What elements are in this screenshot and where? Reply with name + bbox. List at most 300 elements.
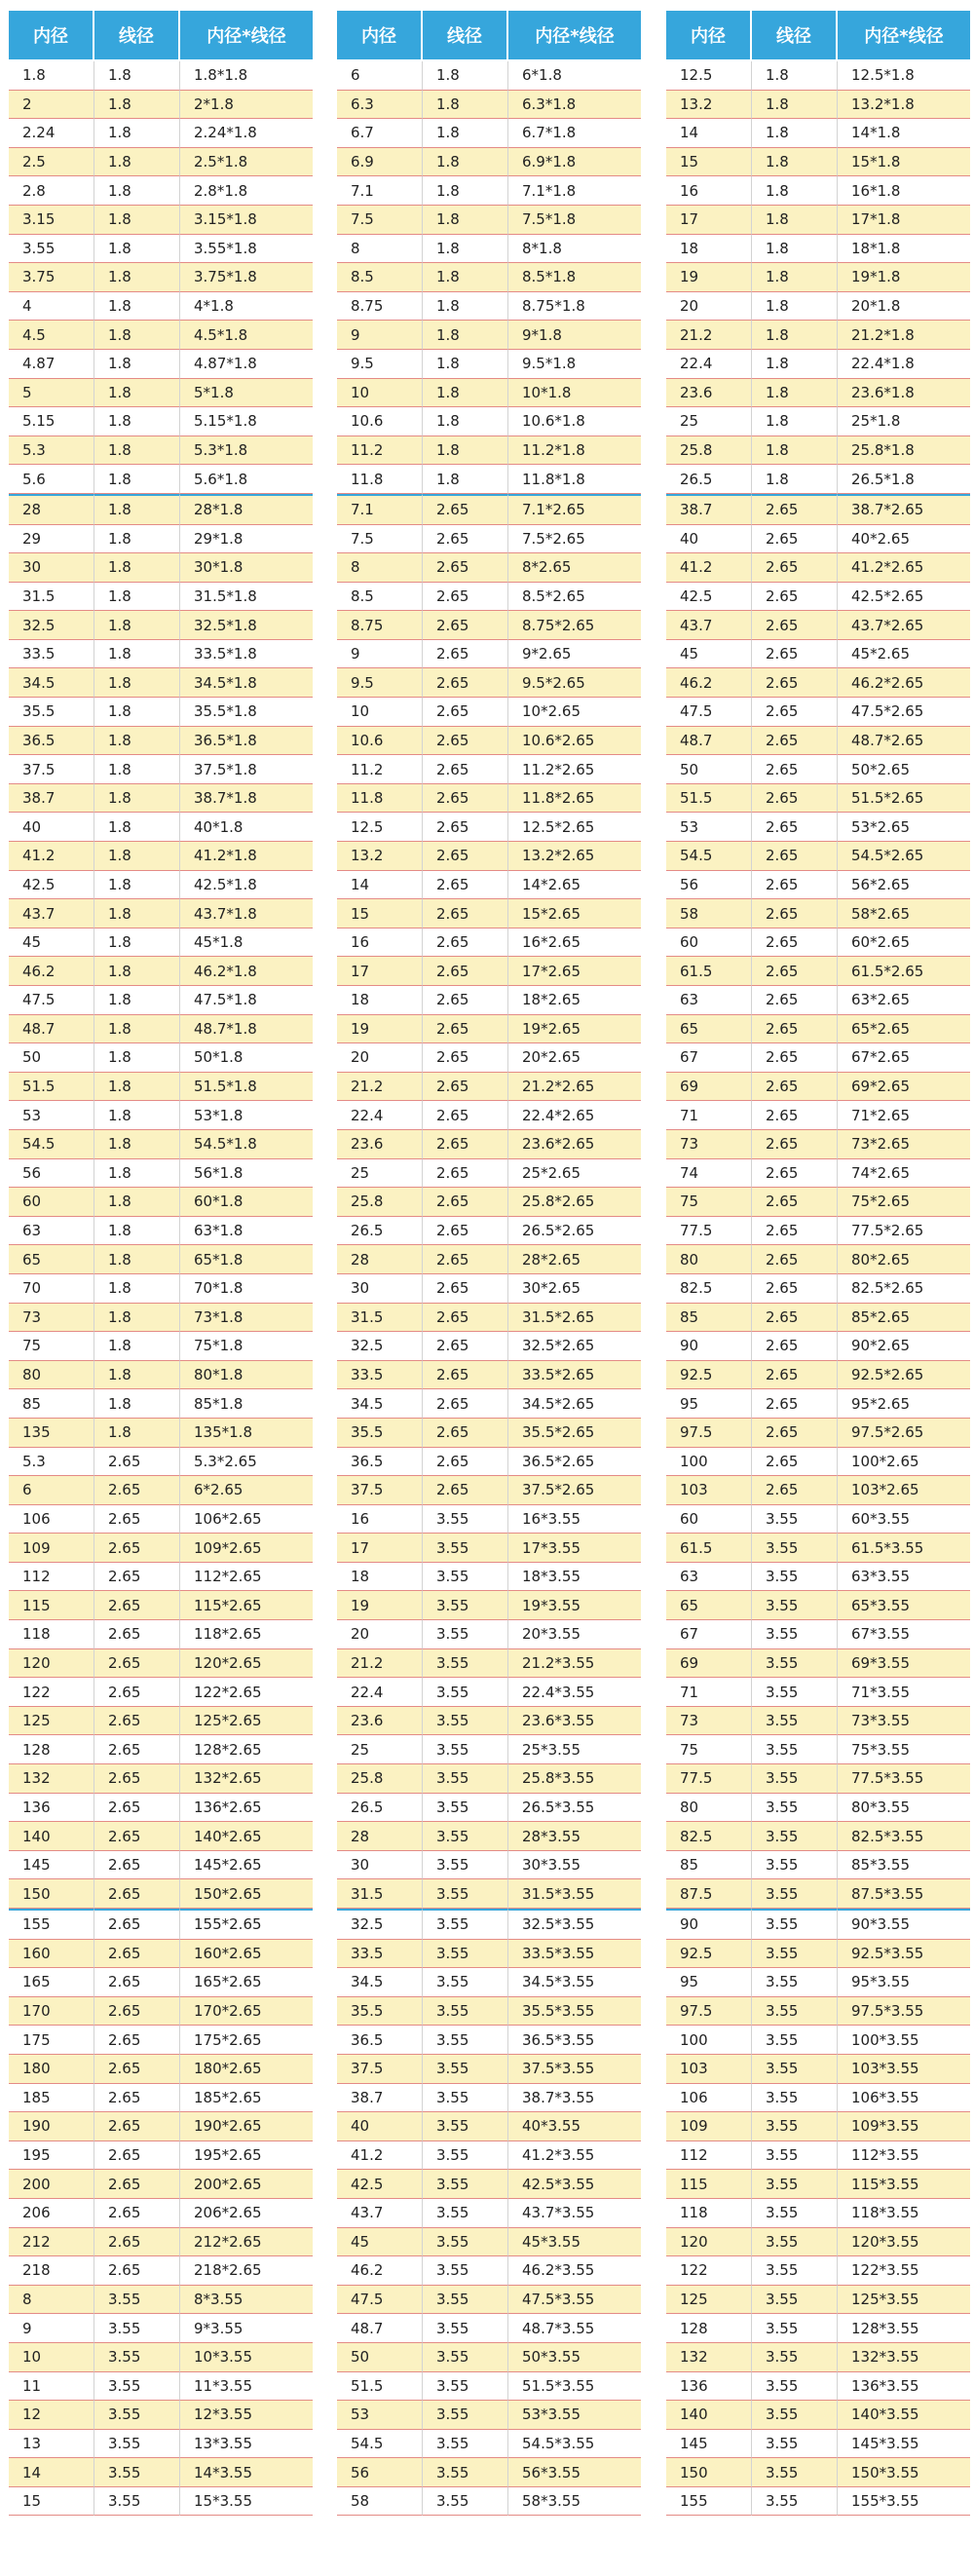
- table-row: [666, 321, 970, 350]
- inner-diameter-cell: 30: [9, 553, 94, 583]
- inner-diameter-cell: 82.5: [666, 1274, 752, 1304]
- inner-diameter-cell: 42.5: [9, 871, 94, 900]
- size-spec-cell: 135*1.8: [180, 1419, 313, 1448]
- cross-section-cell: 3.55: [752, 1764, 838, 1794]
- size-spec-cell: 25.8*2.65: [508, 1188, 641, 1217]
- inner-diameter-cell: 37.5: [337, 1476, 423, 1505]
- size-spec-cell: 2.24*1.8: [180, 119, 313, 148]
- inner-diameter-cell: 145: [9, 1851, 94, 1880]
- cross-section-cell: 3.55: [752, 1968, 838, 1997]
- table-row: [337, 611, 641, 640]
- cross-section-cell: 1.8: [94, 1217, 180, 1246]
- table-row: [337, 2141, 641, 2171]
- inner-diameter-cell: 40: [9, 813, 94, 842]
- cross-section-cell: 3.55: [752, 2112, 838, 2141]
- table-row: [337, 1563, 641, 1592]
- cross-section-cell: 3.55: [752, 1563, 838, 1592]
- table-row: [666, 1332, 970, 1361]
- table-row: [9, 2112, 313, 2141]
- cross-section-cell: 1.8: [94, 1361, 180, 1390]
- cross-section-cell: 3.55: [752, 2199, 838, 2228]
- cross-section-cell: 3.55: [94, 2372, 180, 2402]
- size-spec-cell: 125*3.55: [838, 2286, 970, 2315]
- size-spec-cell: 115*3.55: [838, 2170, 970, 2199]
- table-row: [337, 1794, 641, 1823]
- size-spec-cell: 33.5*1.8: [180, 640, 313, 669]
- table-row: [666, 1563, 970, 1592]
- inner-diameter-cell: 15: [337, 899, 423, 928]
- size-spec-cell: 9*3.55: [180, 2314, 313, 2343]
- cross-section-cell: 2.65: [423, 899, 508, 928]
- table-row: [666, 91, 970, 120]
- size-spec-cell: 51.5*2.65: [838, 784, 970, 814]
- table-row: [337, 1304, 641, 1333]
- size-spec-cell: 212*2.65: [180, 2228, 313, 2257]
- size-spec-cell: 122*3.55: [838, 2256, 970, 2286]
- cross-section-cell: 1.8: [752, 91, 838, 120]
- cross-section-cell: 2.65: [94, 1997, 180, 2027]
- size-spec-cell: 2.8*1.8: [180, 176, 313, 206]
- size-spec-cell: 2*1.8: [180, 91, 313, 120]
- table-row: [9, 2314, 313, 2343]
- table-row: [337, 2112, 641, 2141]
- size-spec-cell: 75*2.65: [838, 1188, 970, 1217]
- size-spec-cell: 34.5*2.65: [508, 1389, 641, 1419]
- inner-diameter-cell: 43.7: [337, 2199, 423, 2228]
- cross-section-cell: 3.55: [752, 2343, 838, 2372]
- inner-diameter-cell: 20: [666, 292, 752, 322]
- cross-section-cell: 2.65: [94, 2055, 180, 2084]
- cross-section-cell: 2.65: [423, 1419, 508, 1448]
- inner-diameter-cell: 34.5: [9, 668, 94, 698]
- inner-diameter-cell: 23.6: [337, 1130, 423, 1159]
- cross-section-cell: 2.65: [423, 611, 508, 640]
- table-row: [9, 2141, 313, 2171]
- cross-section-cell: 3.55: [752, 1879, 838, 1909]
- table-row: [666, 1735, 970, 1764]
- size-spec-cell: 95*3.55: [838, 1968, 970, 1997]
- inner-diameter-cell: 87.5: [666, 1879, 752, 1909]
- inner-diameter-cell: 6: [337, 61, 423, 91]
- cross-section-cell: 2.65: [423, 813, 508, 842]
- cross-section-cell: 1.8: [94, 668, 180, 698]
- cross-section-cell: 1.8: [752, 176, 838, 206]
- size-spec-cell: 3.15*1.8: [180, 206, 313, 235]
- table-row: [337, 957, 641, 986]
- cross-section-cell: 2.65: [752, 640, 838, 669]
- inner-diameter-cell: 109: [666, 2112, 752, 2141]
- inner-diameter-cell: 5.3: [9, 436, 94, 466]
- size-spec-cell: 106*3.55: [838, 2084, 970, 2113]
- table-row: [9, 407, 313, 436]
- inner-diameter-cell: 155: [666, 2487, 752, 2517]
- cross-section-cell: 2.65: [423, 842, 508, 871]
- table-row: [9, 611, 313, 640]
- size-spec-cell: 106*2.65: [180, 1505, 313, 1534]
- table-row: [666, 1159, 970, 1189]
- inner-diameter-cell: 80: [9, 1361, 94, 1390]
- inner-diameter-cell: 12.5: [337, 813, 423, 842]
- cross-section-cell: 3.55: [752, 2487, 838, 2517]
- size-spec-cell: 136*2.65: [180, 1794, 313, 1823]
- table-row: [666, 1245, 970, 1274]
- cross-section-cell: 3.55: [752, 2141, 838, 2171]
- cross-section-cell: 3.55: [752, 2314, 838, 2343]
- cross-section-cell: 1.8: [94, 1073, 180, 1102]
- inner-diameter-cell: 48.7: [666, 727, 752, 756]
- cross-section-cell: 1.8: [752, 206, 838, 235]
- column-header-cross-section: 线径: [423, 11, 508, 61]
- size-spec-cell: 132*2.65: [180, 1764, 313, 1794]
- inner-diameter-cell: 23.6: [337, 1707, 423, 1736]
- inner-diameter-cell: 18: [666, 235, 752, 264]
- cross-section-cell: 3.55: [423, 1678, 508, 1707]
- table-row: [666, 813, 970, 842]
- size-spec-cell: 77.5*2.65: [838, 1217, 970, 1246]
- cross-section-cell: 3.55: [752, 2430, 838, 2459]
- table-row: [666, 1591, 970, 1620]
- size-spec-cell: 23.6*3.55: [508, 1707, 641, 1736]
- size-spec-cell: 109*2.65: [180, 1534, 313, 1563]
- table-row: [9, 583, 313, 612]
- inner-diameter-cell: 8.5: [337, 583, 423, 612]
- inner-diameter-cell: 9: [9, 2314, 94, 2343]
- table-row: [337, 1043, 641, 1073]
- table-row: [337, 755, 641, 784]
- table-row: [666, 1678, 970, 1707]
- cross-section-cell: 2.65: [94, 1764, 180, 1794]
- size-spec-cell: 90*3.55: [838, 1909, 970, 1940]
- size-spec-cell: 43.7*2.65: [838, 611, 970, 640]
- size-spec-cell: 13.2*1.8: [838, 91, 970, 120]
- table-row: [666, 494, 970, 525]
- table-row: [9, 1188, 313, 1217]
- inner-diameter-cell: 17: [337, 1534, 423, 1563]
- cross-section-cell: 2.65: [752, 957, 838, 986]
- size-spec-cell: 45*3.55: [508, 2228, 641, 2257]
- table-row: [337, 436, 641, 466]
- cross-section-cell: 3.55: [752, 1940, 838, 1969]
- size-spec-cell: 25*3.55: [508, 1735, 641, 1764]
- inner-diameter-cell: 47.5: [337, 2286, 423, 2315]
- cross-section-cell: 2.65: [752, 1274, 838, 1304]
- inner-diameter-cell: 26.5: [337, 1794, 423, 1823]
- table-row: [337, 465, 641, 494]
- cross-section-cell: 3.55: [423, 1940, 508, 1969]
- inner-diameter-cell: 7.5: [337, 525, 423, 554]
- table-row: [337, 2458, 641, 2487]
- table-row: [9, 2487, 313, 2517]
- table-row: [337, 1217, 641, 1246]
- cross-section-cell: 2.65: [94, 1505, 180, 1534]
- size-spec-cell: 73*1.8: [180, 1304, 313, 1333]
- cross-section-cell: 3.55: [752, 2026, 838, 2055]
- cross-section-cell: 2.65: [423, 640, 508, 669]
- size-spec-cell: 58*2.65: [838, 899, 970, 928]
- inner-diameter-cell: 38.7: [337, 2084, 423, 2113]
- cross-section-cell: 1.8: [94, 436, 180, 466]
- table-row: [666, 2256, 970, 2286]
- inner-diameter-cell: 8.75: [337, 611, 423, 640]
- inner-diameter-cell: 13.2: [666, 91, 752, 120]
- inner-diameter-cell: 100: [666, 2026, 752, 2055]
- cross-section-cell: 1.8: [94, 465, 180, 494]
- inner-diameter-cell: 212: [9, 2228, 94, 2257]
- cross-section-cell: 2.65: [423, 928, 508, 958]
- size-spec-cell: 128*2.65: [180, 1735, 313, 1764]
- cross-section-cell: 1.8: [752, 235, 838, 264]
- table-row: [337, 1534, 641, 1563]
- size-spec-cell: 45*2.65: [838, 640, 970, 669]
- table-row: [337, 1015, 641, 1044]
- size-spec-cell: 15*1.8: [838, 148, 970, 177]
- size-spec-cell: 206*2.65: [180, 2199, 313, 2228]
- table-row: [666, 640, 970, 669]
- table-row: [9, 2286, 313, 2315]
- cross-section-cell: 2.65: [752, 1043, 838, 1073]
- column-header-size-spec: 内径*线径: [838, 11, 970, 61]
- inner-diameter-cell: 17: [666, 206, 752, 235]
- table-row: [337, 2026, 641, 2055]
- cross-section-cell: 2.65: [94, 1735, 180, 1764]
- table-row: [337, 2372, 641, 2402]
- cross-section-cell: 1.8: [752, 407, 838, 436]
- inner-diameter-cell: 155: [9, 1909, 94, 1940]
- table-row: [9, 1851, 313, 1880]
- inner-diameter-cell: 1.8: [9, 61, 94, 91]
- inner-diameter-cell: 45: [666, 640, 752, 669]
- size-spec-cell: 53*3.55: [508, 2401, 641, 2430]
- size-spec-cell: 31.5*1.8: [180, 583, 313, 612]
- size-spec-cell: 22.4*2.65: [508, 1101, 641, 1130]
- table-row: [9, 525, 313, 554]
- inner-diameter-cell: 25.8: [666, 436, 752, 466]
- table-row: [337, 842, 641, 871]
- cross-section-cell: 2.65: [752, 1015, 838, 1044]
- table-row: [337, 61, 641, 91]
- table-row: [337, 1188, 641, 1217]
- size-spec-cell: 21.2*2.65: [508, 1073, 641, 1102]
- inner-diameter-cell: 3.55: [9, 235, 94, 264]
- inner-diameter-cell: 92.5: [666, 1361, 752, 1390]
- inner-diameter-cell: 85: [9, 1389, 94, 1419]
- table-row: [337, 1968, 641, 1997]
- size-spec-cell: 8*1.8: [508, 235, 641, 264]
- cross-section-cell: 2.65: [752, 1188, 838, 1217]
- size-spec-cell: 40*2.65: [838, 525, 970, 554]
- cross-section-cell: 2.65: [423, 1361, 508, 1390]
- inner-diameter-cell: 20: [337, 1620, 423, 1649]
- cross-section-cell: 1.8: [94, 1159, 180, 1189]
- size-table-3: [666, 11, 970, 2516]
- cross-section-cell: 1.8: [94, 957, 180, 986]
- table-row: [666, 2458, 970, 2487]
- cross-section-cell: 3.55: [94, 2343, 180, 2372]
- cross-section-cell: 3.55: [423, 1649, 508, 1679]
- table-row: [9, 1159, 313, 1189]
- inner-diameter-cell: 150: [666, 2458, 752, 2487]
- cross-section-cell: 2.65: [752, 727, 838, 756]
- cross-section-cell: 3.55: [423, 1879, 508, 1909]
- inner-diameter-cell: 34.5: [337, 1389, 423, 1419]
- inner-diameter-cell: 46.2: [337, 2256, 423, 2286]
- size-spec-cell: 6*1.8: [508, 61, 641, 91]
- inner-diameter-cell: 9: [337, 321, 423, 350]
- table-row: [9, 321, 313, 350]
- cross-section-cell: 2.65: [423, 871, 508, 900]
- cross-section-cell: 1.8: [94, 784, 180, 814]
- table-row: [666, 899, 970, 928]
- size-spec-cell: 42.5*2.65: [838, 583, 970, 612]
- inner-diameter-cell: 14: [9, 2458, 94, 2487]
- inner-diameter-cell: 2: [9, 91, 94, 120]
- table-row: [666, 2199, 970, 2228]
- cross-section-cell: 3.55: [94, 2430, 180, 2459]
- cross-section-cell: 2.65: [752, 611, 838, 640]
- table-row: [337, 1764, 641, 1794]
- size-spec-cell: 54.5*2.65: [838, 842, 970, 871]
- inner-diameter-cell: 36.5: [9, 727, 94, 756]
- inner-diameter-cell: 9.5: [337, 668, 423, 698]
- size-spec-cell: 14*1.8: [838, 119, 970, 148]
- table-row: [337, 1909, 641, 1940]
- table-row: [9, 1822, 313, 1851]
- inner-diameter-cell: 32.5: [9, 611, 94, 640]
- inner-diameter-cell: 56: [666, 871, 752, 900]
- inner-diameter-cell: 9: [337, 640, 423, 669]
- cross-section-cell: 3.55: [423, 1764, 508, 1794]
- table-row: [9, 379, 313, 408]
- inner-diameter-cell: 40: [337, 2112, 423, 2141]
- cross-section-cell: 3.55: [752, 2228, 838, 2257]
- cross-section-cell: 3.55: [94, 2286, 180, 2315]
- column-header-size-spec: 内径*线径: [180, 11, 313, 61]
- inner-diameter-cell: 50: [666, 755, 752, 784]
- cross-section-cell: 3.55: [423, 1563, 508, 1592]
- cross-section-cell: 1.8: [94, 899, 180, 928]
- inner-diameter-cell: 47.5: [666, 698, 752, 727]
- inner-diameter-cell: 69: [666, 1073, 752, 1102]
- cross-section-cell: 3.55: [752, 1909, 838, 1940]
- size-spec-cell: 32.5*1.8: [180, 611, 313, 640]
- table-row: [9, 871, 313, 900]
- inner-diameter-cell: 140: [9, 1822, 94, 1851]
- inner-diameter-cell: 115: [666, 2170, 752, 2199]
- inner-diameter-cell: 106: [9, 1505, 94, 1534]
- inner-diameter-cell: 33.5: [337, 1940, 423, 1969]
- table-row: [337, 206, 641, 235]
- inner-diameter-cell: 48.7: [337, 2314, 423, 2343]
- inner-diameter-cell: 10.6: [337, 407, 423, 436]
- cross-section-cell: 3.55: [752, 2256, 838, 2286]
- cross-section-cell: 3.55: [423, 2055, 508, 2084]
- size-spec-cell: 31.5*2.65: [508, 1304, 641, 1333]
- inner-diameter-cell: 125: [9, 1707, 94, 1736]
- size-spec-cell: 19*1.8: [838, 263, 970, 292]
- size-spec-cell: 125*2.65: [180, 1707, 313, 1736]
- size-spec-cell: 180*2.65: [180, 2055, 313, 2084]
- inner-diameter-cell: 58: [666, 899, 752, 928]
- size-spec-cell: 73*3.55: [838, 1707, 970, 1736]
- inner-diameter-cell: 54.5: [666, 842, 752, 871]
- table-row: [666, 986, 970, 1015]
- size-spec-cell: 95*2.65: [838, 1389, 970, 1419]
- cross-section-cell: 3.55: [423, 1735, 508, 1764]
- inner-diameter-cell: 15: [666, 148, 752, 177]
- cross-section-cell: 1.8: [423, 263, 508, 292]
- table-row: [9, 2343, 313, 2372]
- table-row: [666, 2487, 970, 2517]
- table-row: [666, 1043, 970, 1073]
- cross-section-cell: 2.65: [752, 813, 838, 842]
- size-spec-cell: 29*1.8: [180, 525, 313, 554]
- size-spec-cell: 26.5*2.65: [508, 1217, 641, 1246]
- size-spec-cell: 33.5*3.55: [508, 1940, 641, 1969]
- inner-diameter-cell: 9.5: [337, 350, 423, 379]
- cross-section-cell: 3.55: [94, 2487, 180, 2517]
- table-row: [9, 1563, 313, 1592]
- cross-section-cell: 2.65: [423, 698, 508, 727]
- table-row: [337, 1735, 641, 1764]
- size-spec-cell: 41.2*1.8: [180, 842, 313, 871]
- size-spec-cell: 69*2.65: [838, 1073, 970, 1102]
- inner-diameter-cell: 5.15: [9, 407, 94, 436]
- column-header-inner-diameter: 内径: [666, 11, 752, 61]
- table-row: [9, 1940, 313, 1969]
- table-row: [9, 1591, 313, 1620]
- cross-section-cell: 2.65: [423, 1245, 508, 1274]
- table-row: [337, 1822, 641, 1851]
- table-row: [337, 1101, 641, 1130]
- cross-section-cell: 1.8: [94, 350, 180, 379]
- size-spec-cell: 23.6*1.8: [838, 379, 970, 408]
- cross-section-cell: 3.55: [423, 2199, 508, 2228]
- table-row: [337, 407, 641, 436]
- size-spec-cell: 32.5*2.65: [508, 1332, 641, 1361]
- cross-section-cell: 2.65: [423, 957, 508, 986]
- size-spec-cell: 50*3.55: [508, 2343, 641, 2372]
- table-row: [9, 1764, 313, 1794]
- table-row: [666, 755, 970, 784]
- table-row: [9, 1707, 313, 1736]
- cross-section-cell: 2.65: [752, 871, 838, 900]
- inner-diameter-cell: 30: [337, 1851, 423, 1880]
- cross-section-cell: 2.65: [94, 2084, 180, 2113]
- cross-section-cell: 2.65: [94, 1534, 180, 1563]
- table-row: [9, 1217, 313, 1246]
- size-spec-cell: 85*3.55: [838, 1851, 970, 1880]
- table-row: [666, 263, 970, 292]
- table-row: [666, 871, 970, 900]
- table-row: [337, 2170, 641, 2199]
- cross-section-cell: 2.65: [752, 1476, 838, 1505]
- size-spec-cell: 8*3.55: [180, 2286, 313, 2315]
- table-row: [337, 2314, 641, 2343]
- inner-diameter-cell: 45: [337, 2228, 423, 2257]
- table-row: [666, 1534, 970, 1563]
- size-spec-cell: 36.5*3.55: [508, 2026, 641, 2055]
- table-row: [666, 1794, 970, 1823]
- inner-diameter-cell: 77.5: [666, 1217, 752, 1246]
- cross-section-cell: 3.55: [423, 1591, 508, 1620]
- cross-section-cell: 3.55: [752, 2458, 838, 2487]
- inner-diameter-cell: 132: [9, 1764, 94, 1794]
- size-spec-cell: 74*2.65: [838, 1159, 970, 1189]
- cross-section-cell: 2.65: [94, 2199, 180, 2228]
- cross-section-cell: 1.8: [94, 1130, 180, 1159]
- inner-diameter-cell: 37.5: [9, 755, 94, 784]
- inner-diameter-cell: 75: [666, 1735, 752, 1764]
